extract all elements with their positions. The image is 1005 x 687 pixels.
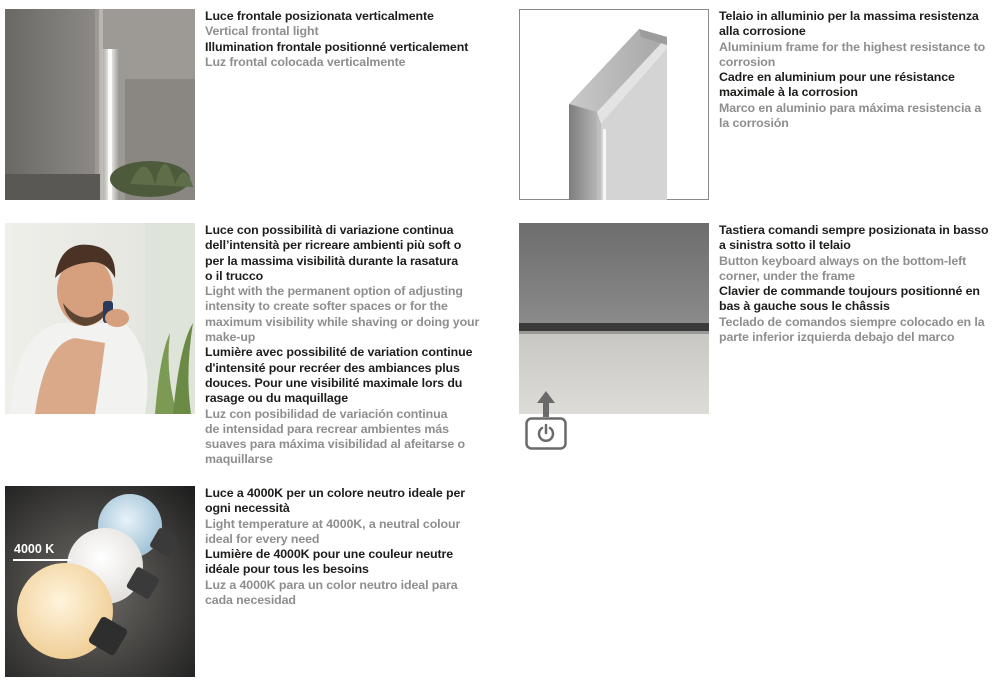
feature-text-english: Button keyboard always on the bottom-left corner, under the frame <box>719 253 967 283</box>
man-shaving-image <box>5 223 195 414</box>
power-button-indicator <box>524 389 568 451</box>
feature-text-spanish: Marco en aluminio para máxima resistencia a la corrosión <box>719 100 982 131</box>
feature-text-english: Light with the permanent option of adjusting intensity to create softer spaces or for the maximum visibility while shaving or doing your make-up <box>205 284 480 345</box>
feature-text-french: Illumination frontale positionné verticalement <box>205 39 469 54</box>
feature-text-italian: Luce a 4000K per un colore neutro ideale per ogni necessità <box>205 486 466 516</box>
feature-button-keyboard-text <box>719 223 988 345</box>
feature-text-italian: Tastiera comandi sempre posizionata in basso a sinistra sotto il telaio <box>719 223 989 253</box>
light-bulbs-4000k-image <box>5 486 195 677</box>
feature-4000k-text <box>205 486 465 608</box>
feature-vertical-light-text <box>205 9 468 70</box>
feature-text-french: Lumière de 4000K pour une couleur neutre idéale pour tous les besoins <box>205 547 454 577</box>
aluminium-frame-image <box>519 9 709 200</box>
feature-text-english: Vertical frontal light <box>205 24 319 39</box>
feature-text-italian: Luce frontale posizionata verticalmente <box>205 9 434 23</box>
feature-text-spanish: Teclado de comandos siempre colocado en la parte inferior izquierda debajo del marco <box>719 314 985 345</box>
power-icon <box>535 422 557 444</box>
feature-text-french: Clavier de commande toujours positionné en bas à gauche sous le châssis <box>719 284 980 314</box>
feature-text-french: Lumière avec possibilité de variation continue d'intensité pour recréer des ambiances plus douces. Pour une visibilité maximale lors du rasage ou du maquillage <box>205 345 473 406</box>
feature-dimmable-light-text <box>205 223 479 468</box>
feature-text-spanish: Luz con posibilidad de variación continua de intensidad para recrear ambientes más suaves para máxima visibilidad al afeitarse o maquillarse <box>205 406 465 467</box>
temperature-label: 4000 K <box>14 542 55 556</box>
feature-text-english: Aluminium frame for the highest resistance to corrosion <box>719 39 986 69</box>
feature-text-english: Light temperature at 4000K, a neutral colour ideal for every need <box>205 516 461 546</box>
feature-text-spanish: Luz a 4000K para un color neutro ideal para cada necesidad <box>205 577 458 608</box>
button-keyboard-image <box>519 223 709 414</box>
feature-text-french: Cadre en aluminium pour une résistance maximale à la corrosion <box>719 70 955 100</box>
feature-aluminium-frame-text <box>719 9 985 131</box>
feature-text-italian: Telaio in alluminio per la massima resistenza alla corrosione <box>719 9 979 39</box>
feature-text-italian: Luce con possibilità di variazione continua dell’intensità per ricreare ambienti più soft o per la massima visibilità durante la rasatura o il trucco <box>205 223 462 283</box>
feature-text-spanish: Luz frontal colocada verticalmente <box>205 54 406 69</box>
vertical-light-mirror-image <box>5 9 195 200</box>
